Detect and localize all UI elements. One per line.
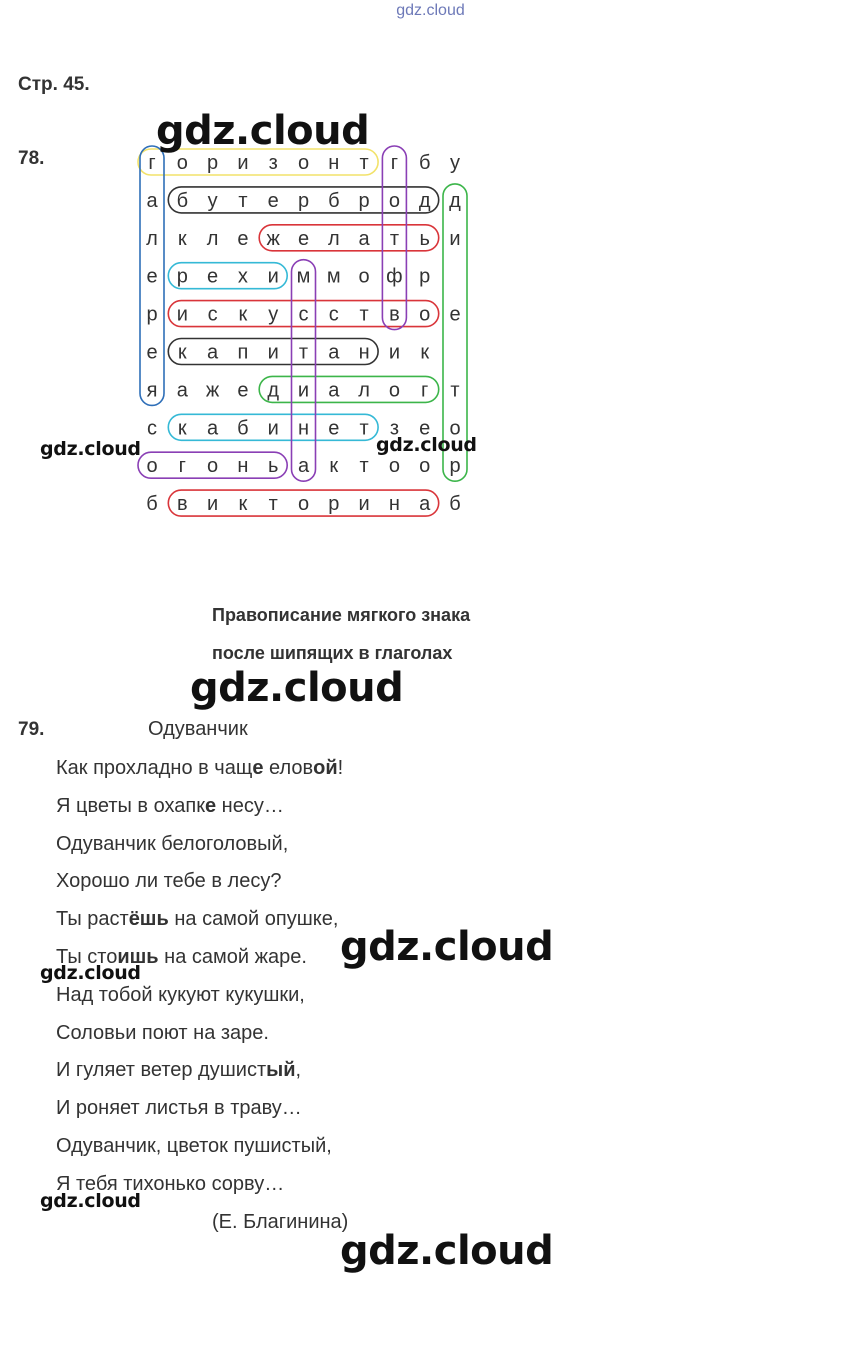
grid-letter: ь [267,455,279,478]
watermark-label: gdz.cloud [156,108,370,154]
grid-letter: е [237,379,249,402]
watermark-label: gdz.cloud [40,962,141,984]
grid-letter: р [207,152,219,174]
grid-letter: и [267,417,279,440]
grid-letter: г [421,379,429,402]
grid-letter: и [388,341,400,364]
grid-letter: н [358,341,370,364]
grid-letter: а [328,341,340,364]
poem-author: (Е. Благинина) [212,1211,349,1233]
grid-letter: у [207,189,218,212]
grid-letter: о [176,152,188,174]
poem-line: Одуванчик, цветок пушистый, [56,1135,332,1157]
poem-line: Соловьи поют на заре. [56,1021,269,1044]
grid-letter: б [146,493,158,516]
top-watermark: gdz.cloud [396,2,465,19]
grid-letter: л [206,227,219,250]
grid-letter: с [328,303,339,326]
word-highlight-red [259,225,439,251]
poem-line: Ты стоишь на самой жаре. [56,946,307,968]
grid-letter: р [297,189,310,212]
grid-letter: г [178,455,186,478]
poem-line: Над тобой кукуют кукушки, [56,983,305,1006]
grid-letter: н [388,493,400,516]
grid-letter: а [419,493,431,516]
grid-letter: е [297,227,310,250]
grid-letter: д [418,189,431,212]
grid-letter: м [326,265,341,288]
grid-letter: к [238,303,248,326]
word-highlight-green [259,376,439,402]
poem-line: Как прохладно в чаще еловой! [56,757,344,779]
grid-letter: р [449,455,461,478]
grid-letter: е [237,227,249,250]
grid-letter: о [388,455,400,478]
grid-letter: т [359,417,369,440]
grid-letter: и [176,303,188,326]
grid-letter: о [388,189,400,212]
grid-letter: о [419,455,431,478]
poem-line: Я тебя тихонько сорву… [56,1172,285,1195]
grid-letter: я [146,379,158,402]
grid-letter: г [148,152,156,174]
grid-letter: т [389,227,399,250]
grid-letter: о [358,265,370,288]
grid-letter: а [358,227,370,250]
grid-letter: и [267,341,279,364]
grid-letter: б [418,152,431,174]
grid-letter: ф [386,265,403,288]
grid-letter: т [450,379,460,402]
watermark-label: gdz.cloud [340,924,554,970]
grid-letter: р [176,265,188,288]
poem-title: Одуванчик [148,718,248,740]
grid-letter: т [359,455,369,478]
grid-letter: и [358,493,370,516]
grid-letter: т [298,341,309,364]
grid-letter: л [358,379,370,402]
word-highlight-purple [292,260,316,482]
grid-letter: а [328,379,340,402]
grid-letter: с [147,417,157,440]
grid-letter: с [298,303,309,326]
poem-line: Хорошо ли тебе в лесу? [56,870,282,893]
grid-letter: л [146,227,158,250]
grid-letter: у [268,303,279,326]
grid-letter: а [207,341,219,364]
word-search-grid [0,0,861,560]
watermark-label: gdz.cloud [40,1190,141,1212]
grid-letter: о [297,493,310,516]
grid-letter: ь [419,227,430,250]
grid-letter: б [176,189,189,212]
grid-letter: о [207,455,219,478]
grid-letter: о [388,379,400,402]
watermark-label: gdz.cloud [190,665,404,711]
section-heading-line-1: Правописание мягкого знака [212,605,471,625]
grid-letter: в [176,493,188,516]
grid-letter: н [237,455,249,478]
grid-letter: т [238,189,248,212]
grid-letter: р [419,265,431,288]
grid-letter: з [268,152,278,174]
grid-letter: и [207,493,219,516]
grid-letter: к [177,341,187,364]
grid-letter: р [358,189,370,212]
grid-letter: е [207,265,219,288]
grid-letter: и [297,379,310,402]
grid-letter: у [450,152,460,174]
grid-letter: р [328,493,340,516]
poem-line: И гуляет ветер душистый, [56,1059,302,1082]
grid-letter: т [268,493,278,516]
grid-letter: и [449,227,461,250]
watermark-label: gdz.cloud [340,1228,554,1274]
grid-letter: а [297,455,310,478]
exercise-78-number: 78. [18,148,45,169]
grid-letter: п [237,341,249,364]
grid-letter: е [419,417,431,440]
grid-letter: о [297,152,310,174]
grid-letter: н [328,152,340,174]
grid-letter: ж [205,379,220,402]
grid-letter: и [267,265,279,288]
grid-letter: з [389,417,399,440]
grid-letter: т [359,152,369,174]
poem-line: И роняет листья в траву… [56,1097,302,1120]
grid-letter: б [328,189,340,212]
grid-letter: с [207,303,218,326]
grid-letter: а [176,379,188,402]
grid-letter: е [146,341,158,364]
grid-letter: к [177,417,187,440]
grid-letter: е [146,265,158,288]
grid-letter: р [146,303,158,326]
grid-letter: е [328,417,340,440]
grid-letter: д [267,379,280,402]
grid-letter: м [296,265,311,288]
grid-letter: н [297,417,310,440]
grid-letter: к [420,341,430,364]
grid-letter: х [237,265,248,288]
grid-letter: е [449,303,461,326]
grid-letter: б [449,493,461,516]
grid-letter: г [390,152,399,174]
grid-letter: к [238,493,248,516]
grid-letter: а [146,189,158,212]
grid-letter: в [389,303,400,326]
grid-letter: д [449,189,461,212]
grid-letter: о [146,455,158,478]
page-reference: Стр. 45. [18,74,90,95]
grid-letter: л [327,227,340,250]
section-heading-line-2: после шипящих в глаголах [212,643,453,663]
grid-letter: о [449,417,461,440]
grid-letter: ж [266,227,280,250]
grid-letter: к [177,227,187,250]
watermark-label: gdz.cloud [376,434,477,456]
grid-letter: о [419,303,431,326]
exercise-79-number: 79. [18,719,45,740]
grid-letter: а [207,417,219,440]
grid-letter: е [267,189,279,212]
grid-letter: и [237,152,249,174]
poem-line: Ты растёшь на самой опушке, [56,908,339,931]
grid-letter: т [359,303,369,326]
poem-line: Я цветы в охапке несу… [56,794,284,817]
poem-line: Одуванчик белоголовый, [56,832,289,855]
grid-letter: к [329,455,339,478]
watermark-label: gdz.cloud [40,438,141,460]
grid-letter: б [237,417,249,440]
